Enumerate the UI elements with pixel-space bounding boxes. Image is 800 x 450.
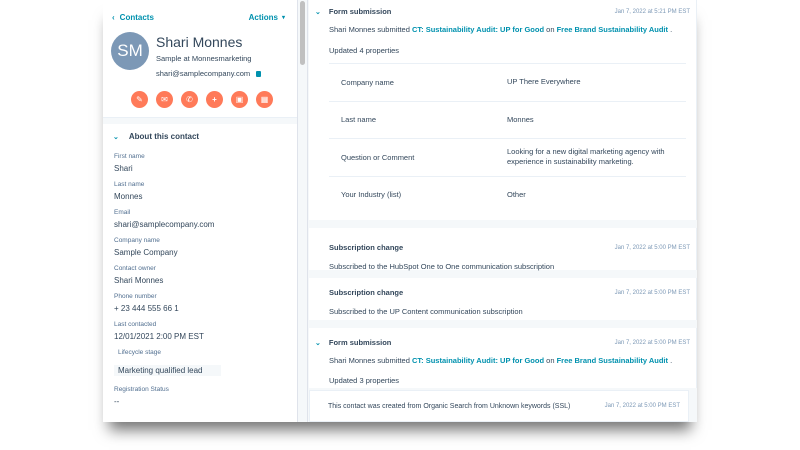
event-timestamp: Jan 7, 2022 at 5:00 PM EST — [614, 339, 690, 346]
form-link[interactable]: CT: Sustainability Audit: UP for Good — [411, 25, 545, 34]
table-row — [329, 138, 686, 176]
actions-dropdown[interactable] — [249, 13, 285, 22]
phone-icon: ✆ — [186, 95, 193, 104]
property-value: Marketing qualified lead — [114, 365, 221, 376]
contact-sidebar — [103, 0, 298, 422]
event-actor: Shari Monnes submitted — [329, 356, 410, 365]
event-type: Form submission — [328, 7, 392, 16]
scrollbar-thumb[interactable] — [300, 1, 305, 65]
property-value: Other — [507, 189, 526, 199]
contact-name[interactable]: Shari Monnes — [156, 34, 243, 50]
event-timestamp: Jan 7, 2022 at 5:21 PM EST — [614, 8, 690, 15]
contact-action-buttons — [103, 78, 297, 108]
property-name: Last name — [341, 115, 377, 125]
chevron-left-icon: ‹ — [112, 13, 115, 22]
activity-timeline — [309, 0, 697, 422]
calendar-icon: ▦ — [260, 95, 269, 104]
property-value: -- — [114, 397, 120, 406]
property-first-name[interactable] — [114, 153, 297, 173]
chevron-down-icon: ⌄ — [315, 339, 321, 347]
property-label: Phone number — [114, 293, 157, 300]
form-link[interactable]: CT: Sustainability Audit: UP for Good — [411, 356, 545, 365]
timeline-event-form-submission — [309, 0, 697, 220]
back-to-contacts-link[interactable] — [112, 13, 154, 22]
property-name: Your Industry (list) — [341, 190, 402, 200]
event-type: Subscription change — [329, 243, 404, 252]
property-label: Lifecycle stage — [118, 349, 161, 356]
property-phone-number[interactable] — [114, 293, 297, 313]
page-link[interactable]: Free Brand Sustainability Audit — [556, 25, 668, 34]
property-lifecycle-stage[interactable] — [114, 349, 297, 378]
event-connector: on — [546, 356, 555, 365]
property-label: Last name — [114, 181, 145, 188]
event-description: Subscribed to the UP Content communication subscription — [329, 307, 523, 316]
copy-icon[interactable] — [256, 71, 261, 77]
event-actor: Shari Monnes submitted — [329, 25, 410, 34]
property-label: Email — [114, 209, 131, 216]
property-label: Contact owner — [114, 265, 156, 272]
property-value: shari@samplecompany.com — [114, 220, 215, 229]
meeting-button[interactable] — [231, 91, 248, 108]
property-label: Last contacted — [114, 321, 157, 328]
event-timestamp: Jan 7, 2022 at 5:00 PM EST — [614, 244, 690, 251]
event-description: Subscribed to the HubSpot One to One communication subscription — [329, 262, 555, 271]
table-row — [329, 63, 686, 101]
property-label: Company name — [114, 237, 160, 244]
edit-note-icon: ✎ — [136, 95, 143, 104]
section-title: About this contact — [128, 132, 200, 141]
call-button[interactable] — [181, 91, 198, 108]
contact-subtitle: Sample at Monnesmarketing — [156, 54, 252, 63]
property-registration-status[interactable] — [114, 386, 297, 406]
event-description: This contact was created from Organic Search from Unknown keywords (SSL) — [328, 402, 571, 410]
note-button[interactable] — [131, 91, 148, 108]
event-description — [309, 356, 696, 365]
contact-email: shari@samplecompany.com — [156, 69, 251, 78]
contact-properties — [103, 141, 297, 406]
about-section-toggle[interactable] — [103, 124, 297, 141]
page-link[interactable]: Free Brand Sustainability Audit — [556, 356, 668, 365]
updated-properties-table — [329, 63, 686, 213]
event-timestamp: Jan 7, 2022 at 5:00 PM EST — [614, 289, 690, 296]
event-period: . — [670, 25, 673, 34]
table-row — [329, 176, 686, 214]
email-button[interactable] — [156, 91, 173, 108]
updated-properties-count: Updated 4 properties — [329, 46, 400, 55]
property-name: Company name — [341, 77, 394, 87]
contact-record-window — [103, 0, 697, 422]
timeline-event-contact-created — [309, 390, 689, 422]
event-period: . — [670, 356, 673, 365]
event-toggle[interactable] — [315, 338, 391, 347]
back-label: Contacts — [119, 13, 154, 22]
envelope-icon: ✉ — [161, 95, 168, 104]
sidebar-topbar — [103, 0, 297, 22]
event-description — [309, 25, 696, 34]
updated-properties-count: Updated 3 properties — [329, 376, 400, 385]
property-value: Sample Company — [114, 248, 178, 257]
property-email[interactable] — [114, 209, 297, 229]
avatar: SM — [111, 32, 149, 70]
property-value: Monnes — [507, 114, 534, 124]
property-value: Monnes — [114, 192, 143, 201]
timeline-event-subscription-change — [309, 278, 697, 320]
sidebar-scrollbar[interactable] — [298, 0, 308, 422]
plus-icon: + — [212, 95, 217, 104]
property-value: UP There Everywhere — [507, 77, 581, 87]
event-connector: on — [546, 25, 555, 34]
chevron-down-icon: ⌄ — [113, 133, 119, 141]
property-label: Registration Status — [114, 386, 169, 393]
window-icon: ▣ — [235, 95, 244, 104]
caret-down-icon: ▾ — [281, 15, 285, 21]
timeline-event-form-submission — [309, 328, 697, 388]
add-button[interactable] — [206, 91, 223, 108]
property-last-name[interactable] — [114, 181, 297, 201]
contact-profile — [103, 22, 297, 78]
divider — [103, 117, 297, 124]
table-row — [329, 101, 686, 139]
property-value: 12/01/2021 2:00 PM EST — [114, 332, 204, 341]
property-contact-owner[interactable] — [114, 265, 297, 285]
event-type: Form submission — [328, 338, 392, 347]
timeline-event-subscription-change — [309, 228, 697, 270]
event-timestamp: Jan 7, 2022 at 5:00 PM EST — [604, 403, 680, 409]
property-company-name[interactable] — [114, 237, 297, 257]
property-name: Question or Comment — [341, 152, 415, 162]
property-value: + 23 444 555 66 1 — [114, 304, 179, 313]
chevron-down-icon: ⌄ — [315, 8, 321, 16]
property-value: Shari Monnes — [114, 276, 164, 285]
property-last-contacted[interactable] — [114, 321, 297, 341]
event-type: Subscription change — [329, 288, 404, 297]
property-label: First name — [114, 153, 145, 160]
actions-label: Actions — [248, 13, 278, 22]
task-button[interactable] — [256, 91, 273, 108]
property-value: Shari — [114, 164, 133, 173]
event-toggle[interactable] — [315, 7, 391, 16]
property-value: Looking for a new digital marketing agency with experience in sustainability marketing. — [507, 147, 665, 167]
